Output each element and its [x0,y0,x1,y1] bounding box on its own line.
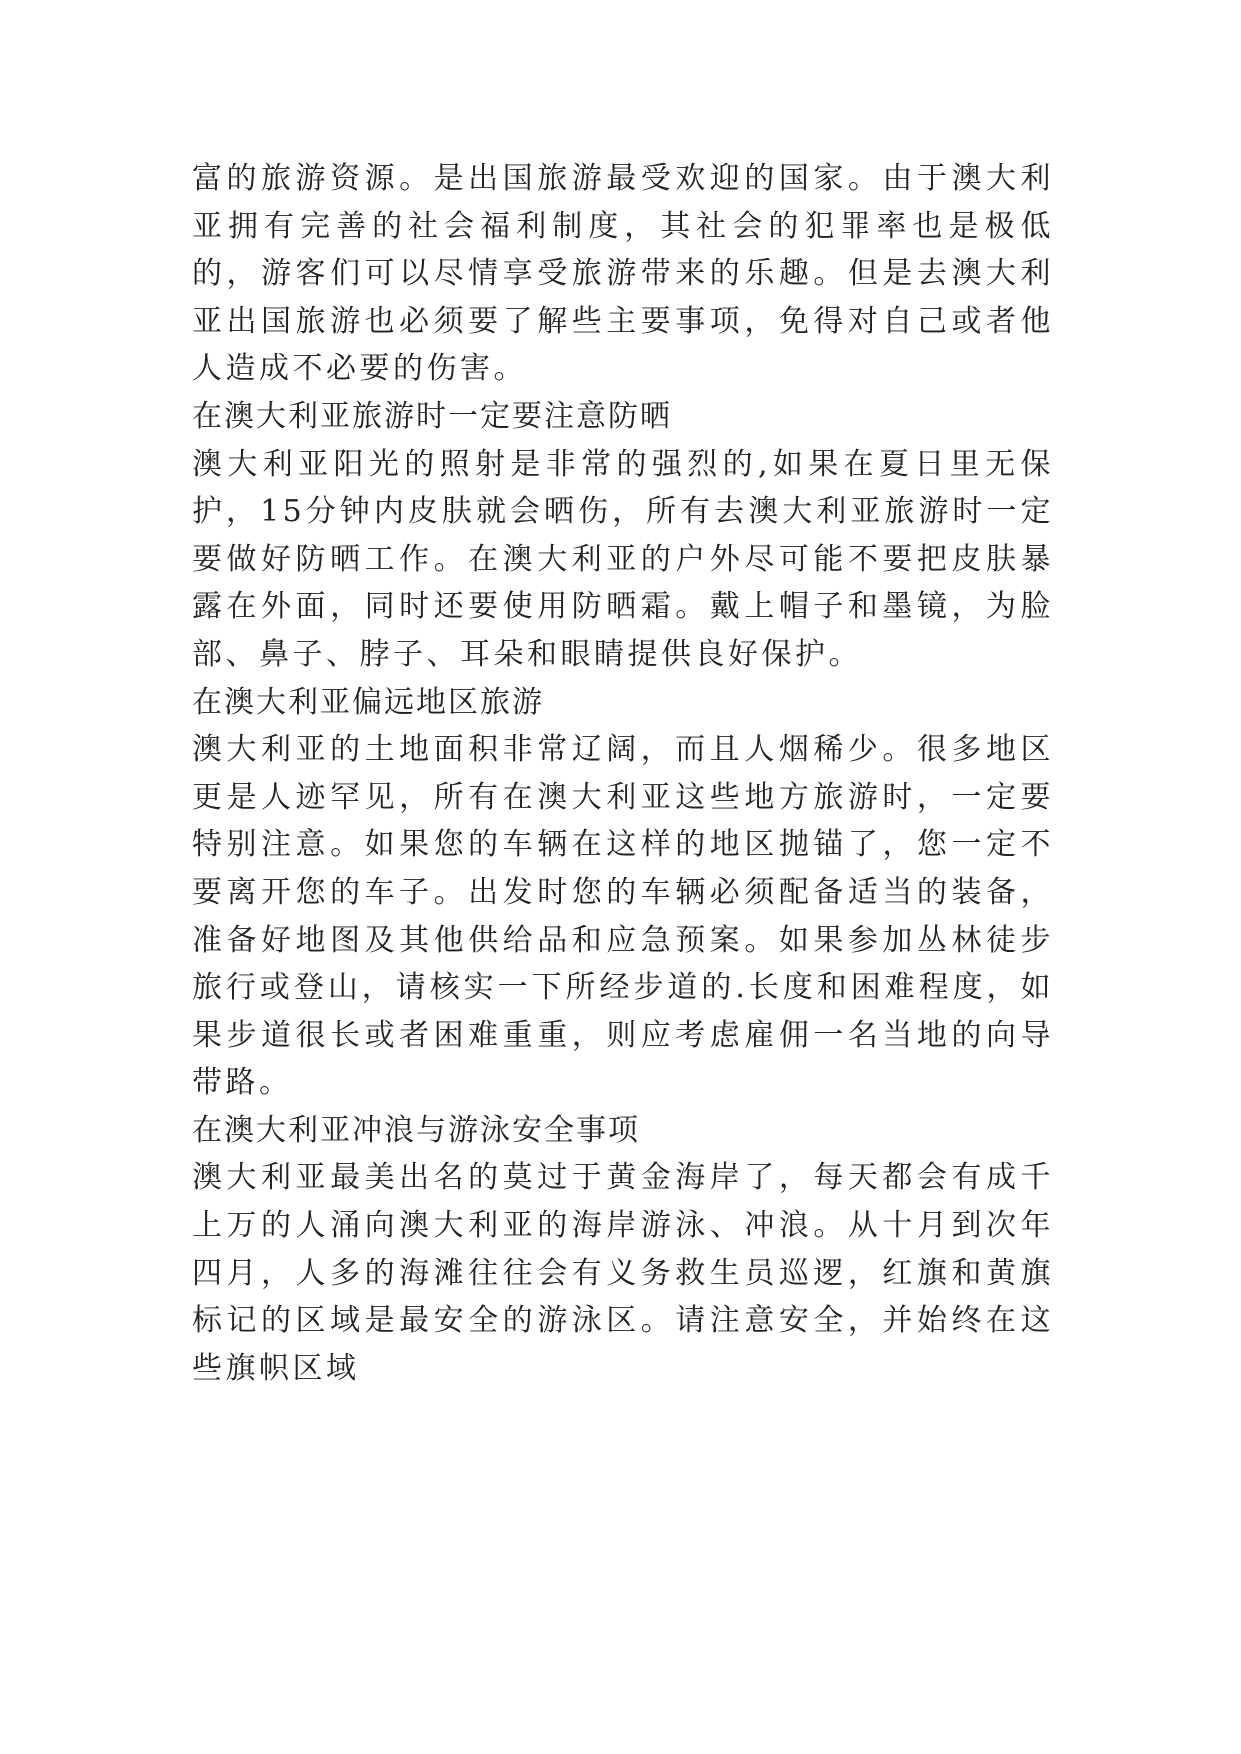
heading-remote-areas: 在澳大利亚偏远地区旅游 [192,684,544,720]
paragraph-remote-areas: 澳大利亚的土地面积非常辽阔，而且人烟稀少。很多地区更是人迹罕见，所有在澳大利亚这些地方旅游时，一定要特别注意。如果您的车辆在这样的地区抛锚了，您一定不要离开您的车子。出发时您的车辆必须配备适当的装备，准备好地图及其他供给品和应急预案。如果参加丛林徒步旅行或登山，请核实一下所经步道的.长度和困难程度，如果步道很长或者困难重重，则应考虑雇佣一名当地的向导带路。 [192,732,1054,1101]
document-body [192,155,1054,1392]
paragraph-intro: 富的旅游资源。是出国旅游最受欢迎的国家。由于澳大利亚拥有完善的社会福利制度，其社会的犯罪率也是极低的，游客们可以尽情享受旅游带来的乐趣。但是去澳大利亚出国旅游也必须要了解些主要事项，免得对自己或者他人造成不必要的伤害。 [192,161,1054,387]
heading-surf-swim-safety: 在澳大利亚冲浪与游泳安全事项 [192,1112,640,1148]
paragraph-surf-swim-safety: 澳大利亚最美出名的莫过于黄金海岸了，每天都会有成千上万的人涌向澳大利亚的海岸游泳、冲浪。从十月到次年四月，人多的海滩往往会有义务救生员巡逻，红旗和黄旗标记的区域是最安全的游泳区。请注意安全，并始终在这些旗帜区域 [192,1160,1054,1386]
paragraph-sun-protection: 澳大利亚阳光的照射是非常的强烈的,如果在夏日里无保护，15分钟内皮肤就会晒伤，所有去澳大利亚旅游时一定要做好防晒工作。在澳大利亚的户外尽可能不要把皮肤暴露在外面，同时还要使用防晒霜。戴上帽子和墨镜，为脸部、鼻子、脖子、耳朵和眼睛提供良好保护。 [192,446,1054,672]
heading-sun-protection: 在澳大利亚旅游时一定要注意防晒 [192,398,672,434]
